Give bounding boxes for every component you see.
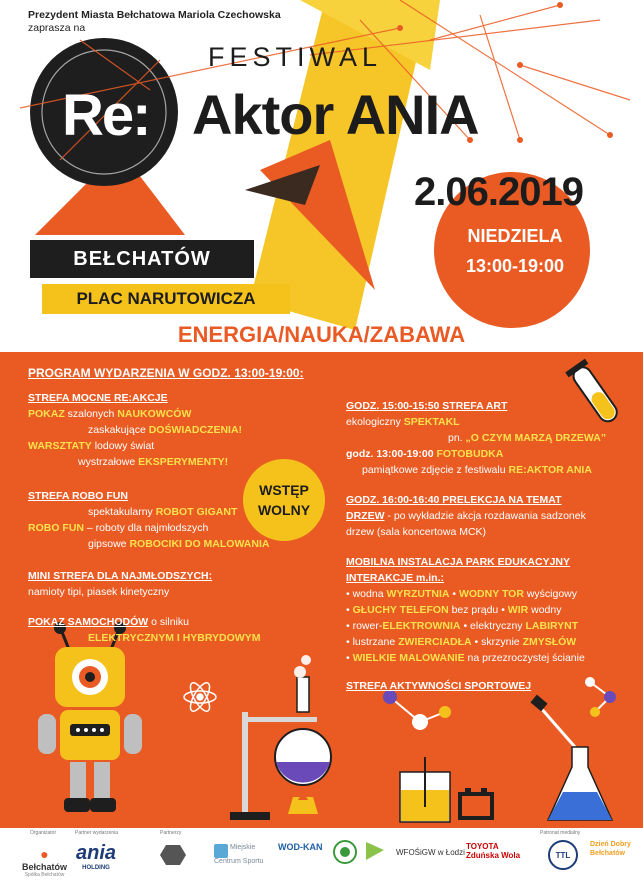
sponsor-footer: [0, 828, 643, 883]
event-hours: 13:00-19:00: [465, 256, 565, 276]
brand-name: Aktor ANIA: [192, 83, 479, 146]
zone-sport-title: STREFA AKTYWNOŚCI SPORTOWEJ: [346, 680, 532, 692]
organizer-line: Prezydent Miasta Bełchatowa Mariola Czechowska: [28, 9, 281, 21]
robot-icon: [38, 622, 142, 812]
erlenmeyer-flask-icon: [548, 747, 612, 820]
logo-wodkan: WOD-KAN: [278, 842, 323, 852]
molecule-icon-2: [585, 677, 616, 717]
zone-prel-line1: GODZ. 16:00-16:40 PRELEKCJA NA TEMAT: [346, 494, 562, 506]
caption-media: Patronat medialny: [540, 830, 581, 836]
zone-art-title: GODZ. 15:00-15:50 STREFA ART: [346, 400, 508, 412]
zone-prel-line3: drzew (sala koncertowa MCK): [346, 526, 487, 538]
eco-circle-icon: [333, 840, 357, 864]
invite-line: zaprasza na: [28, 22, 86, 34]
zone-park-title1: MOBILNA INSTALACJA PARK EDUKACYJNY: [346, 556, 571, 568]
brand-re: Re:: [62, 83, 150, 148]
caption-partners: Partnerzy: [160, 830, 182, 836]
zone-cars-line1: POKAZ SAMOCHODÓW o silniku: [28, 616, 190, 628]
zone-foto-line2: pamiątkowe zdjęcie z festiwalu RE:AKTOR ANIA: [362, 464, 592, 476]
zone-art-line2: pn. „O CZYM MARZĄ DRZEWA”: [448, 432, 607, 444]
logo-eco: [333, 840, 357, 866]
park-item-2: • GŁUCHY TELEFON bez prądu • WIR wodny: [346, 604, 562, 616]
logo-partner-hex: [160, 843, 186, 869]
event-day: NIEDZIELA: [467, 226, 563, 246]
zone-robo-title: STREFA ROBO FUN: [28, 490, 128, 502]
tagline: ENERGIA/NAUKA/ZABAWA: [177, 322, 466, 347]
caption-partner: Partner wydarzenia: [75, 830, 119, 836]
caption-organizer: Organizator: [30, 830, 57, 836]
logo-toyota: TOYOTA Zduńska Wola: [466, 842, 521, 860]
place-label: PLAC NARUTOWICZA: [42, 284, 290, 314]
pipette-icon: [530, 695, 575, 747]
program-section: [0, 352, 643, 828]
park-item-5: • WIELKIE MALOWANIE na przezroczystej ścianie: [346, 652, 585, 664]
zone-robo-line2: ROBO FUN – roboty dla najmłodszych: [28, 522, 209, 534]
logo-belchatow: ● Bełchatów Spółka Bełchatów: [22, 846, 68, 878]
free-entry-badge: WSTĘP WOLNY: [243, 459, 325, 541]
molecule-icon: [383, 690, 451, 730]
zone-robo-line3: gipsowe ROBOCIKI DO MALOWANIA: [88, 538, 270, 550]
battery-icon: [458, 788, 494, 820]
park-item-4: • lustrzane ZWIERCIADŁA • skrzynie ZMYSŁÓW: [346, 636, 577, 648]
program-heading: PROGRAM WYDARZENIA W GODZ. 13:00-19:00:: [28, 366, 304, 380]
apple-icon: ●: [40, 846, 49, 862]
hexagon-logo-icon: [160, 843, 186, 867]
park-item-1: • wodna WYRZUTNIA • WODNY TOR wyścigowy: [346, 588, 578, 600]
mcs-icon: [214, 844, 228, 858]
zone-robo-line1: spektakularny ROBOT GIGANT: [88, 506, 238, 518]
zone-mocne-line4: wystrzałowe EKSPERYMENTY!: [78, 456, 229, 468]
zone-mini-line1: namioty tipi, piasek kinetyczny: [28, 586, 170, 598]
festival-label: FESTIWAL: [208, 42, 383, 72]
leaf-icon: [364, 840, 386, 862]
zone-mocne-title: STREFA MOCNE RE:AKCJE: [28, 392, 168, 404]
top-banner: [0, 0, 643, 350]
park-item-3: • rower-ELEKTROWNIA • elektryczny LABIRYNT: [346, 620, 579, 632]
flask-icon: [275, 655, 331, 814]
zone-art-line1: ekologiczny SPEKTAKL: [346, 416, 460, 428]
logo-dzien-dobry: Dzień Dobry Bełchatów: [590, 841, 631, 857]
city-label: BEŁCHATÓW: [30, 240, 254, 278]
logo-mcs: Miejskie Centrum Sportu: [214, 844, 264, 865]
atom-icon: [184, 680, 216, 714]
logo-wfosigw: WFOŚiGW w Łodzi: [396, 848, 465, 857]
zone-mini-title: MINI STREFA DLA NAJMŁODSZYCH:: [28, 570, 213, 582]
zone-mocne-line2: zaskakujące DOŚWIADCZENIA!: [88, 424, 243, 436]
zone-cars-line2: ELEKTRYCZNYM I HYBRYDOWYM: [88, 632, 261, 644]
zone-mocne-line3: WARSZTATY lodowy świat: [28, 440, 155, 452]
event-date: 2.06.2019: [414, 170, 583, 214]
logo-green: [364, 840, 386, 864]
zone-prel-line2: DRZEW - po wykładzie akcja rozdawania sadzonek: [346, 510, 586, 522]
logo-ania: ania HOLDING: [76, 842, 117, 871]
logo-ttl: TTL: [548, 840, 578, 870]
zone-foto-line1: godz. 13:00-19:00 FOTOBUDKA: [346, 448, 504, 460]
test-tube-icon: [565, 359, 623, 427]
zone-mocne-line1: POKAZ szalonych NAUKOWCÓW: [28, 408, 192, 420]
beaker-icon: [400, 757, 450, 822]
zone-park-title2: INTERAKCJE m.in.:: [346, 572, 445, 584]
